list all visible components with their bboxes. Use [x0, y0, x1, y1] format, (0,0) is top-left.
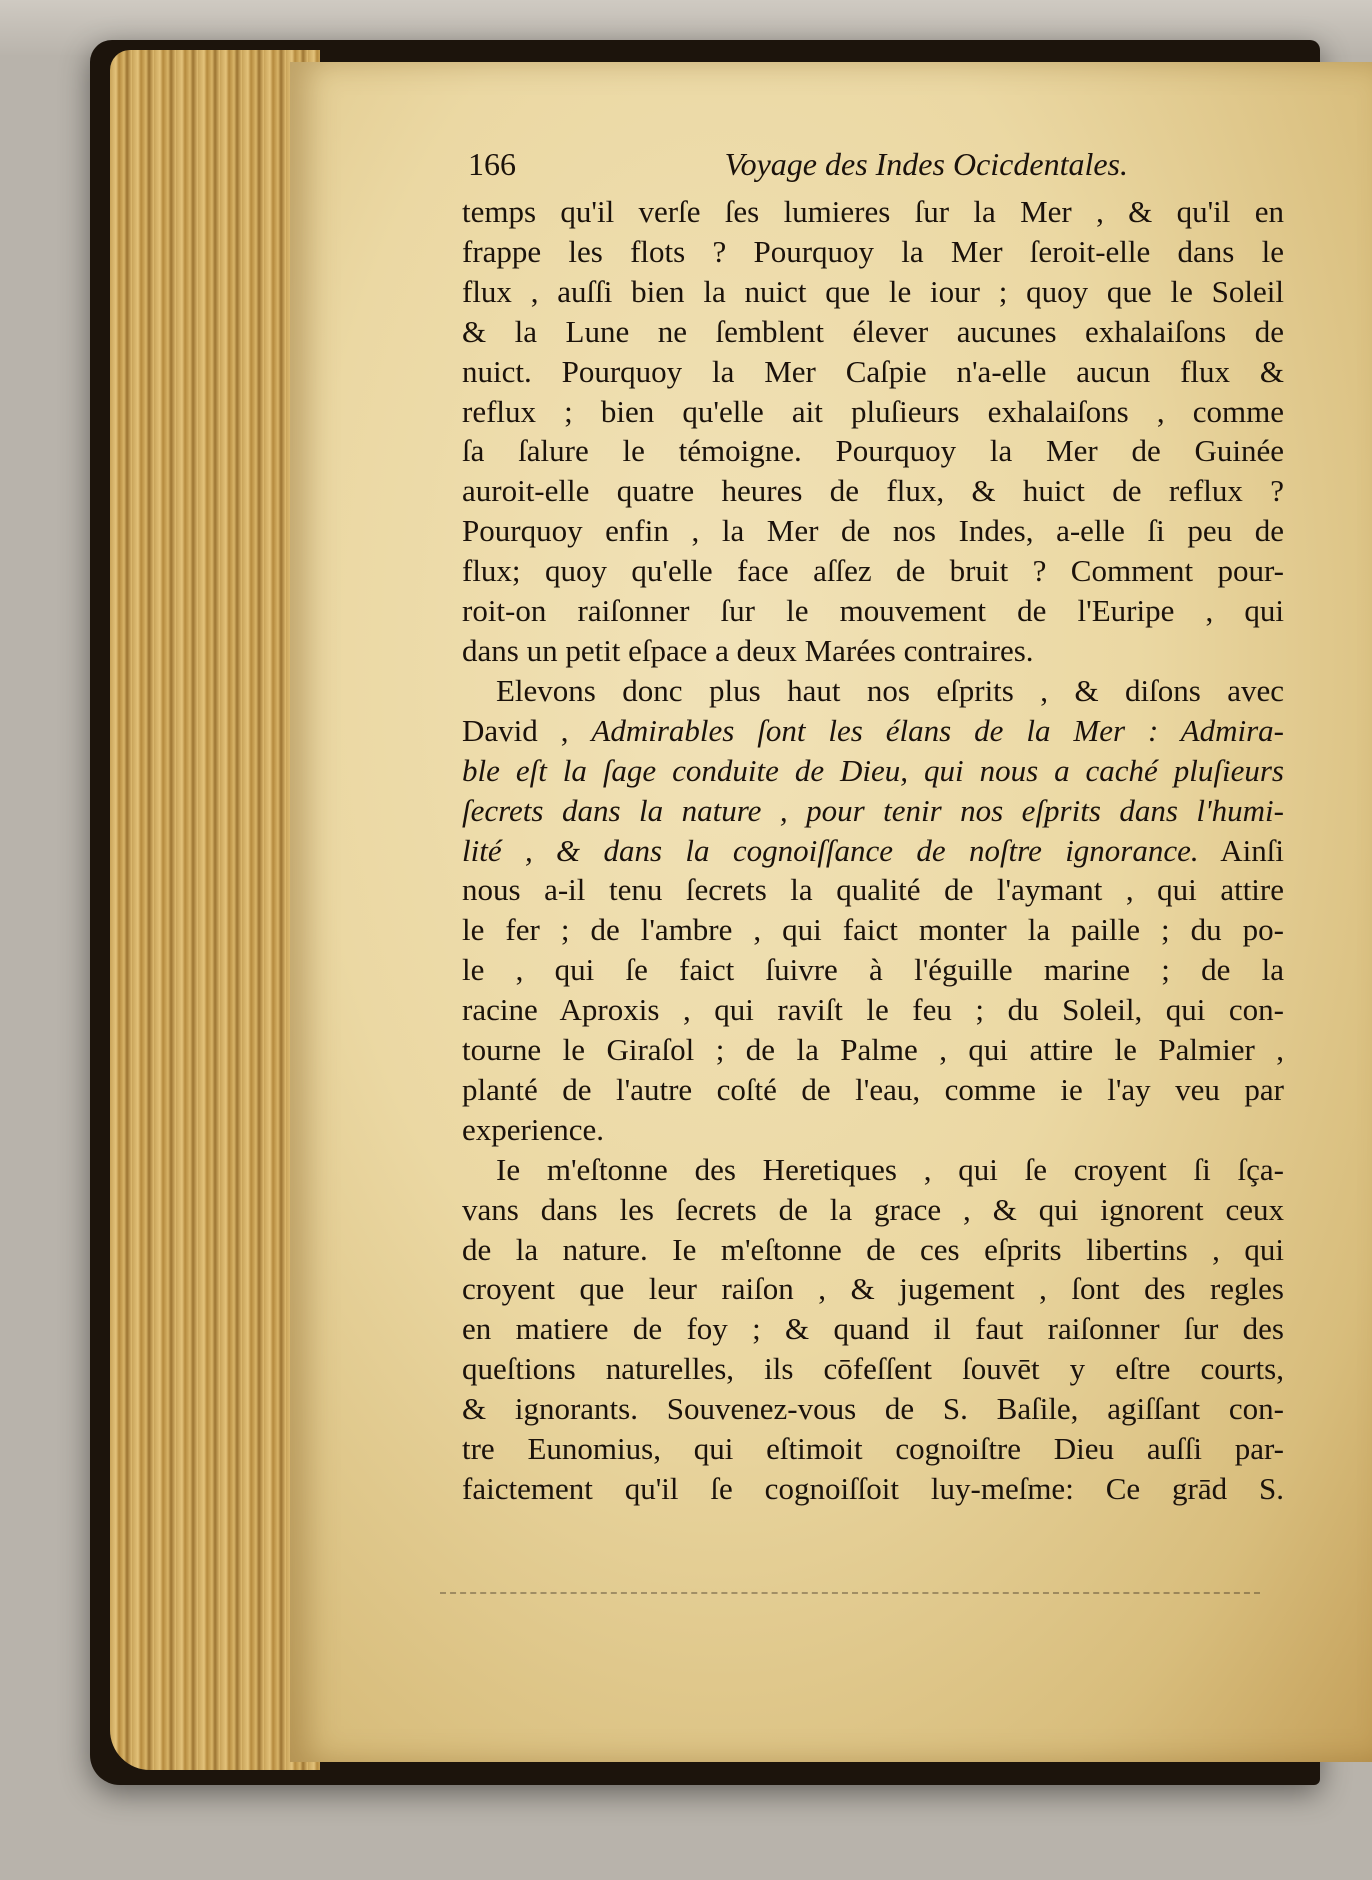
- page-edges: [110, 50, 320, 1770]
- text-line: de la nature. Ie m'eſtonne de ces eſprits libertins , qui: [462, 1231, 1284, 1267]
- text-line: Pourquoy enfin , la Mer de nos Indes, a-elle ſi peu de: [462, 513, 1284, 549]
- text-line: nuict. Pourquoy la Mer Caſpie n'a-elle aucun flux &: [462, 353, 1284, 389]
- page-number: 166: [468, 146, 516, 182]
- text-line: experience.: [462, 1111, 604, 1147]
- running-head: [468, 146, 1128, 183]
- text-line: dans un petit eſpace a deux Marées contraires.: [462, 632, 1034, 668]
- text-line: Elevons donc plus haut nos eſprits , & diſons avec: [496, 672, 1284, 708]
- text-line: queſtions naturelles, ils cōfeſſent ſouvēt y eſtre courts,: [462, 1351, 1284, 1387]
- italic-quote: lité , & dans la cognoiſſance de noſtre ignorance.: [462, 832, 1199, 868]
- italic-quote: Admirables ſont les élans de la Mer : Admira-: [591, 712, 1285, 748]
- text-line: en matiere de foy ; & quand il faut raiſonner ſur des: [462, 1311, 1284, 1347]
- text-line: auroit-elle quatre heures de flux, & huict de reflux ?: [462, 473, 1284, 509]
- text-line: flux , auſſi bien la nuict que le iour ; quoy que le Soleil: [462, 273, 1284, 309]
- text-line: temps qu'il verſe ſes lumieres ſur la Mer , & qu'il en: [462, 194, 1284, 229]
- bottom-rule: [440, 1592, 1260, 1594]
- text-line: vans dans les ſecrets de la grace , & qui ignorent ceux: [462, 1191, 1284, 1227]
- text-line: racine Aproxis , qui raviſt le feu ; du Soleil, qui con-: [462, 992, 1284, 1028]
- text-line: planté de l'autre coſté de l'eau, comme ie l'ay veu par: [462, 1071, 1284, 1107]
- text-line: Ie m'eſtonne des Heretiques , qui ſe croyent ſi ſça-: [496, 1151, 1284, 1187]
- text-line: & ignorants. Souvenez-vous de S. Baſile, agiſſant con-: [462, 1391, 1284, 1427]
- text-span: David ,: [462, 712, 592, 748]
- text-line: le , qui ſe faict ſuivre à l'éguille marine ; de la: [462, 952, 1284, 988]
- text-span: Ainſi: [1198, 832, 1285, 868]
- text-line: [462, 831, 1284, 871]
- text-line: ſa ſalure le témoigne. Pourquoy la Mer de Guinée: [462, 433, 1284, 469]
- text-line: tourne le Giraſol ; de la Palme , qui attire le Palmier ,: [462, 1032, 1284, 1068]
- text-line: faictement qu'il ſe cognoiſſoit luy-meſme: Ce grād S.: [462, 1471, 1284, 1506]
- running-title: Voyage des Indes Ocicdentales.: [724, 146, 1128, 182]
- text-line: le fer ; de l'ambre , qui faict monter la paille ; du po-: [462, 912, 1284, 948]
- text-line: frappe les flots ? Pourquoy la Mer ſeroit-elle dans le: [462, 233, 1284, 269]
- text-line: [462, 711, 1284, 751]
- text-line: flux; quoy qu'elle face aſſez de bruit ? Comment pour-: [462, 553, 1284, 589]
- text-line: roit-on raiſonner ſur le mouvement de l'Euripe , qui: [462, 593, 1284, 629]
- text-line: & la Lune ne ſemblent élever aucunes exhalaiſons de: [462, 313, 1284, 349]
- text-line: reflux ; bien qu'elle ait pluſieurs exhalaiſons , comme: [462, 393, 1284, 429]
- body-text: [462, 192, 1284, 1509]
- italic-quote: ſecrets dans la nature , pour tenir nos eſprits dans l'humi-: [462, 792, 1284, 828]
- text-line: tre Eunomius, qui eſtimoit cognoiſtre Dieu auſſi par-: [462, 1431, 1284, 1467]
- text-line: nous a-il tenu ſecrets la qualité de l'aymant , qui attire: [462, 872, 1284, 908]
- italic-quote: ble eſt la ſage conduite de Dieu, qui nous a caché pluſieurs: [462, 752, 1284, 788]
- text-line: croyent que leur raiſon , & jugement , ſont des regles: [462, 1271, 1284, 1307]
